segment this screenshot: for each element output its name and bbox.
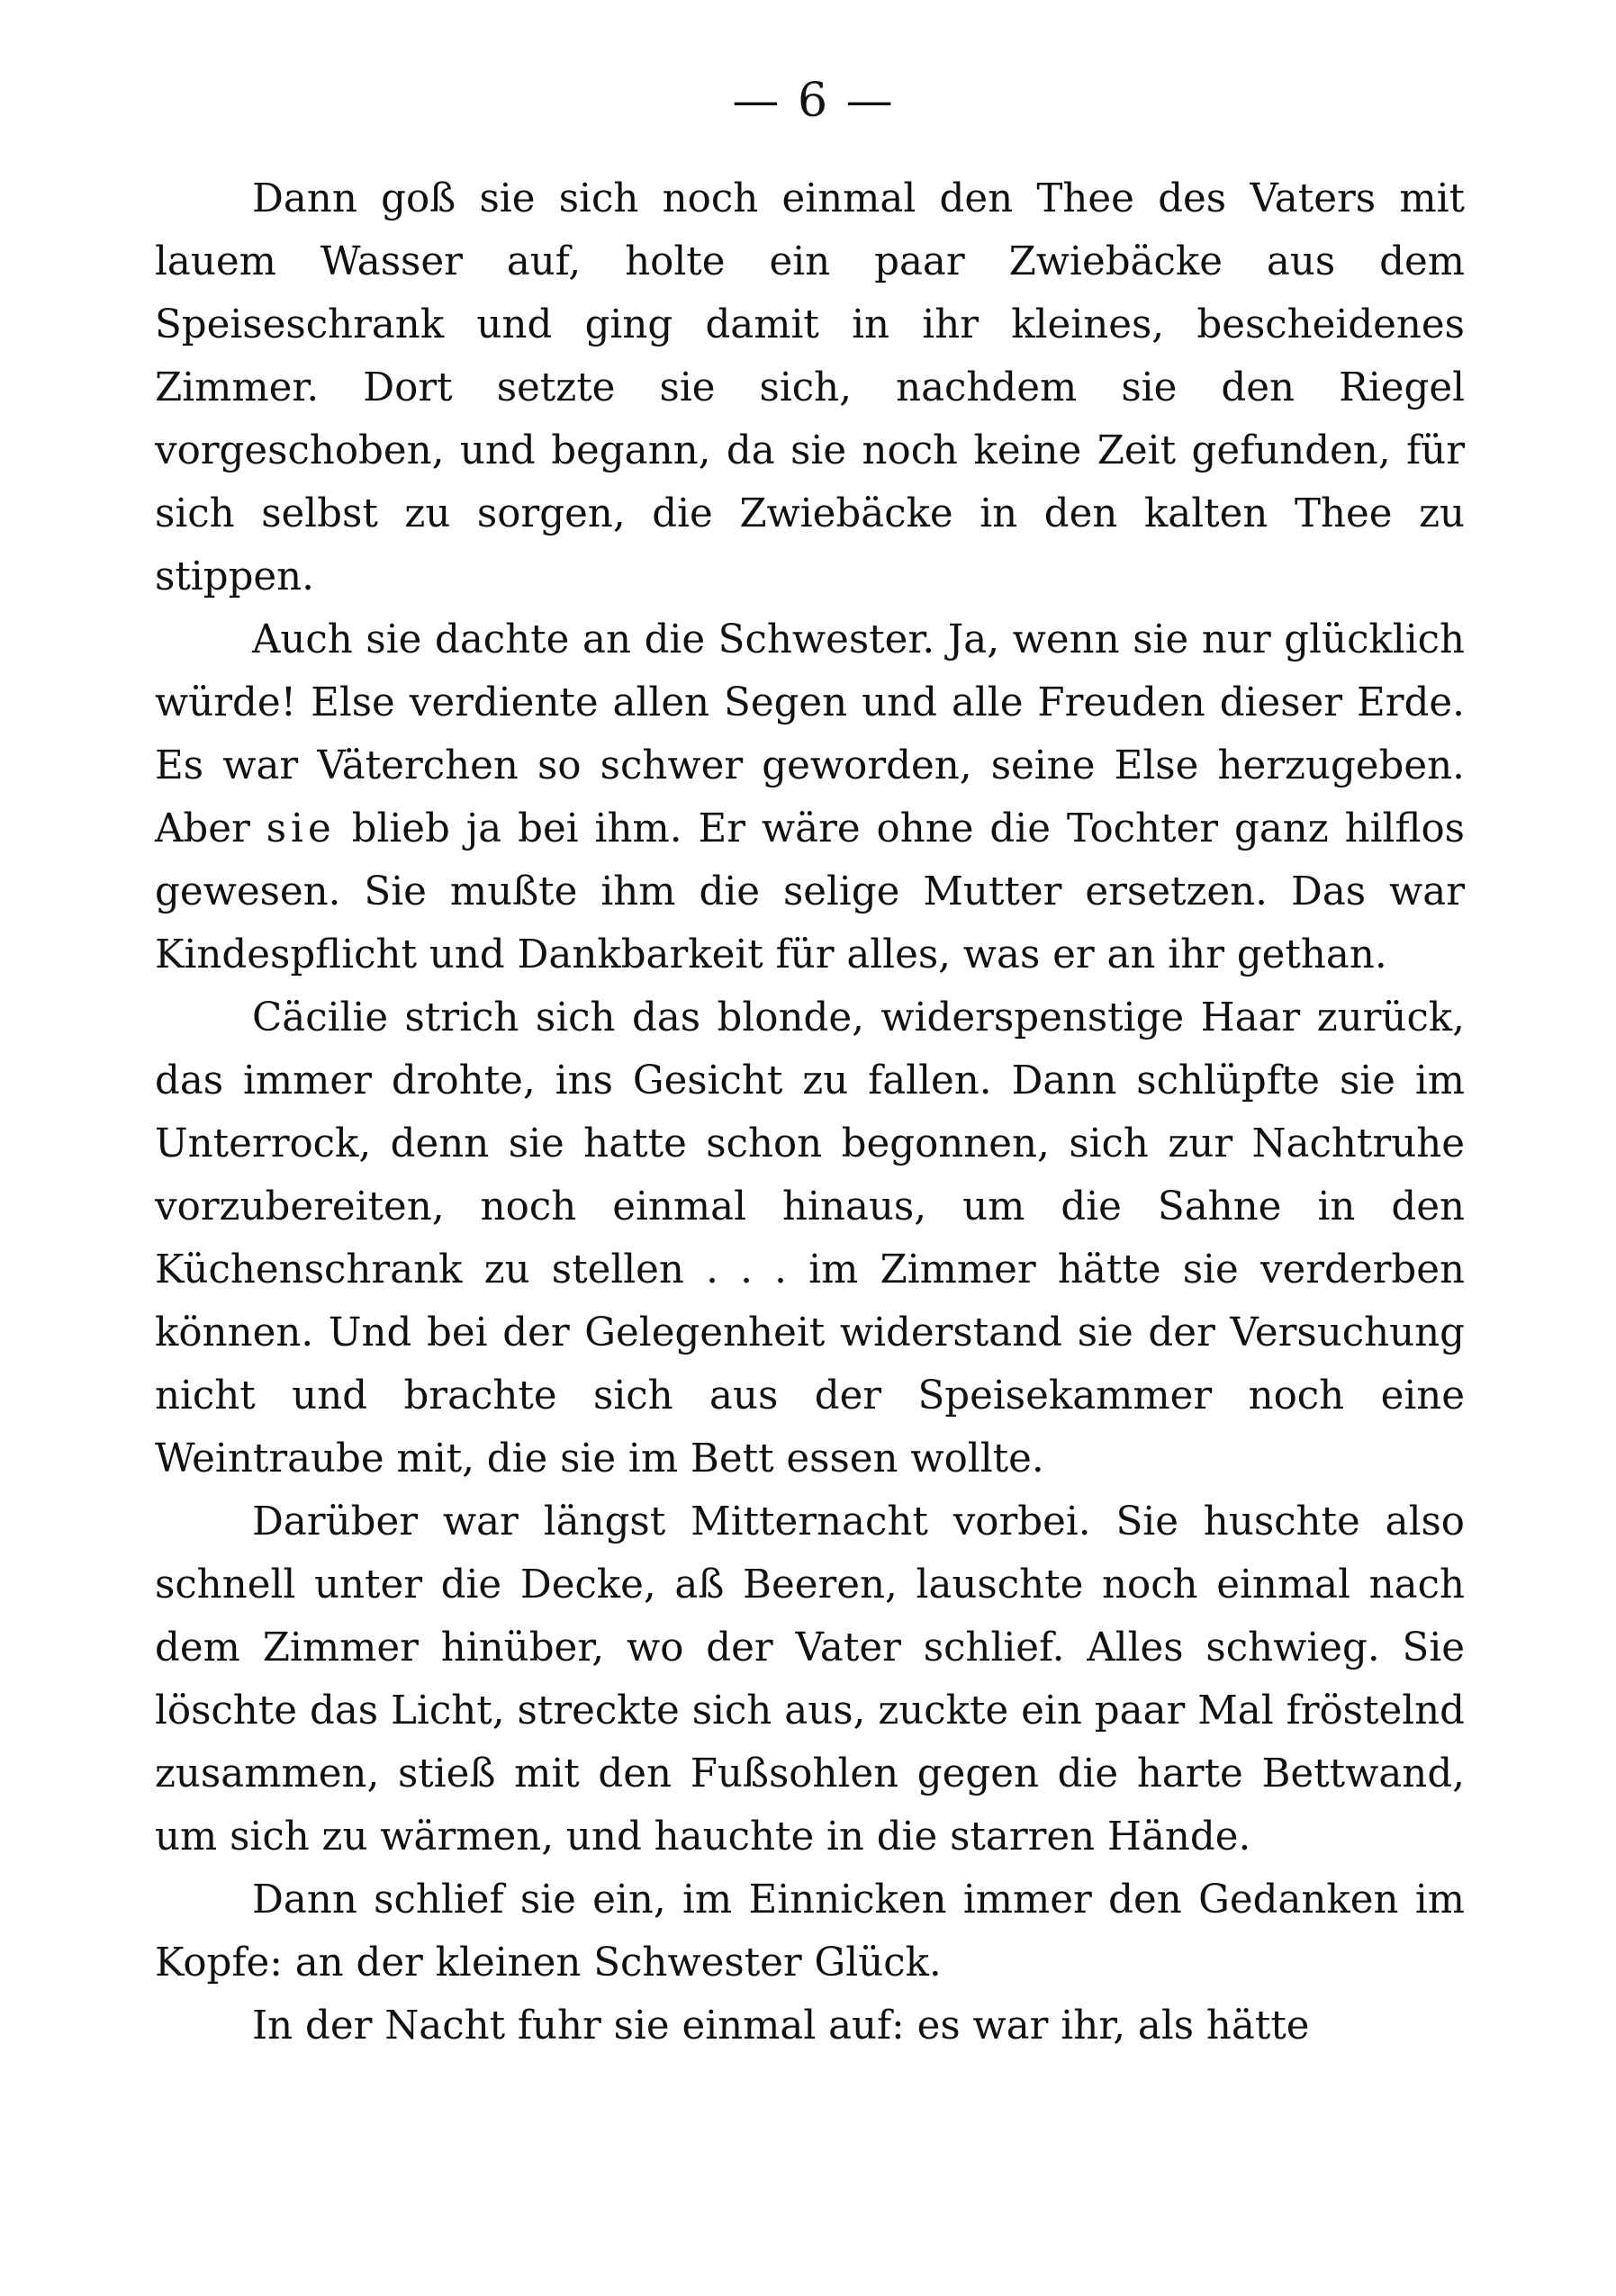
paragraph-2 <box>155 608 1465 986</box>
paragraph-6: In der Nacht fuhr sie einmal auf: es war ihr, als hätte <box>252 2003 1310 2048</box>
paragraph-1: Dann goß sie sich noch einmal den Thee des Vaters mit lauem Wasser auf, holte ein paar Zwiebäcke aus dem Speiseschrank und ging damit in ihr kleines, bescheidenes Zimmer. Dort setzte sie sich, nachdem sie den Riegel vorgeschoben, und begann, da sie noch keine Zeit gefunden, für sich selbst zu sorgen, die Zwiebäcke in den kalten Thee zu stippen. <box>155 176 1465 599</box>
paragraph-3: Cäcilie strich sich das blonde, widerspenstige Haar zurück, das immer drohte, ins Gesicht zu fallen. Dann schlüpfte sie im Unterrock, denn sie hatte schon begonnen, sich zur Nachtruhe vorzubereiten, noch einmal hinaus, um die Sahne in den Küchenschrank zu stellen . . . im Zimmer hätte sie verderben können. Und bei der Gelegenheit widerstand sie der Versuchung nicht und brachte sich aus der Speisekammer noch eine Weintraube mit, die sie im Bett essen wollte. <box>155 995 1465 1481</box>
paragraph-2-text-after: blieb ja bei ihm. Er wäre ohne die Tochter ganz hilflos gewesen. Sie mußte ihm die selige Mutter ersetzen. Das war Kindespflicht und Dankbarkeit für alles, was er an ihr gethan. <box>155 806 1465 977</box>
paragraph-2-text-before: Auch sie dachte an die Schwester. Ja, wenn sie nur glücklich würde! Else verdiente allen Segen und alle Freuden dieser Erde. Es war Väterchen so schwer geworden, seine Else herzugeben. Aber <box>155 617 1465 851</box>
paragraph-5: Dann schlief sie ein, im Einnicken immer den Gedanken im Kopfe: an der kleinen Schwester Glück. <box>155 1877 1465 1985</box>
paragraph-4: Darüber war längst Mitternacht vorbei. Sie huschte also schnell unter die Decke, aß Beeren, lauschte noch einmal nach dem Zimmer hinüber, wo der Vater schlief. Alles schwieg. Sie löschte das Licht, streckte sich aus, zuckte ein paar Mal fröstelnd zusammen, stieß mit den Fußsohlen gegen die harte Bettwand, um sich zu wärmen, und hauchte in die starren Hände. <box>155 1499 1465 1859</box>
emphasized-word: sie <box>266 806 336 851</box>
body-text <box>155 167 1465 2057</box>
page-number: — 6 — <box>732 74 895 128</box>
